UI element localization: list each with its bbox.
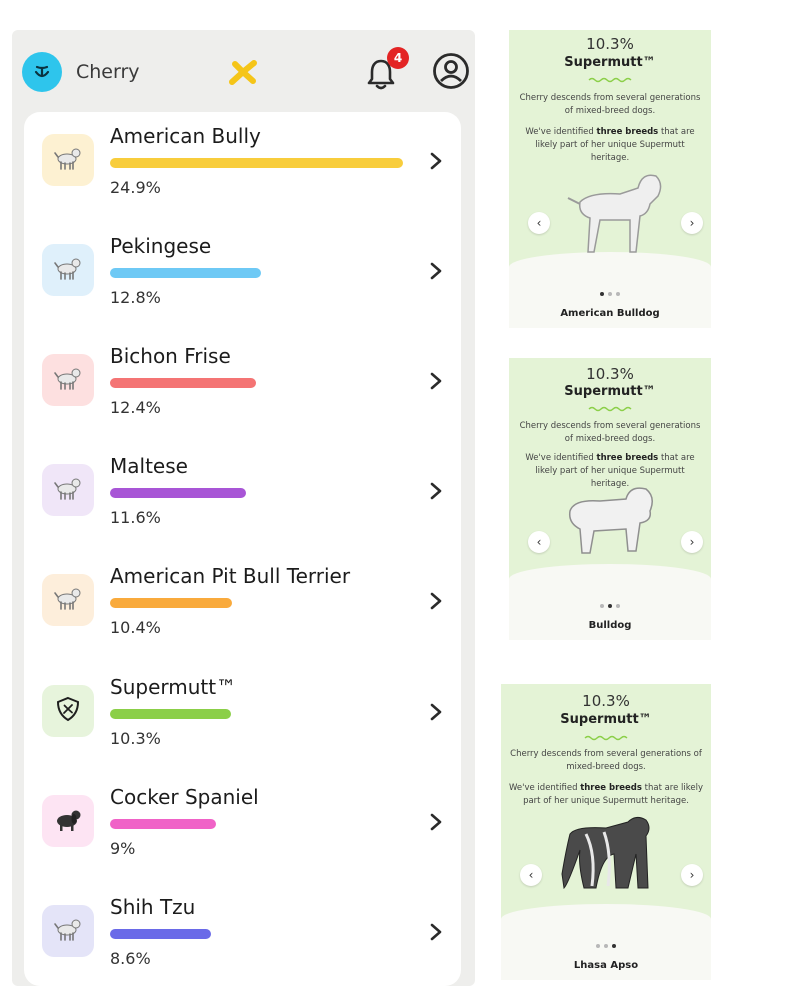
supermutt-percentage: 10.3% <box>582 692 630 710</box>
supermutt-shield-icon <box>53 694 83 728</box>
chevron-right-icon[interactable] <box>429 481 443 501</box>
pekingese-dog-icon <box>52 254 84 286</box>
supermutt-breed-count-text: We've identified three breeds that are likely part of her unique Supermutt heritage. <box>509 783 704 806</box>
breed-thumbnail <box>42 905 94 957</box>
carousel-dot[interactable] <box>604 944 608 948</box>
breed-thumbnail <box>42 244 94 296</box>
breed-thumbnail <box>42 354 94 406</box>
chevron-left-icon: ‹ <box>536 216 542 230</box>
dog-avatar[interactable] <box>22 52 62 92</box>
chevron-left-icon: ‹ <box>536 535 542 549</box>
carousel-dot[interactable] <box>616 292 620 296</box>
maltese-dog-icon <box>52 474 84 506</box>
supermutt-title: Supermutt™ <box>564 55 656 70</box>
supermutt-description: Cherry descends from several generations of mixed-breed dogs. <box>510 749 702 772</box>
squiggle-divider-icon <box>584 735 628 741</box>
squiggle-divider-icon <box>588 77 632 83</box>
supermutt-breed-count-text: We've identified three breeds that are likely part of her unique Supermutt heritage. <box>525 453 695 489</box>
chevron-right-icon[interactable] <box>429 702 443 722</box>
breed-name: Maltese <box>110 454 188 478</box>
breed-thumbnail <box>42 464 94 516</box>
breed-illustration <box>560 481 660 565</box>
breed-percentage: 12.8% <box>110 288 161 307</box>
breed-percentage-bar <box>110 268 261 278</box>
bichon-dog-icon <box>52 364 84 396</box>
chevron-right-icon: › <box>689 535 695 549</box>
app-header <box>12 30 475 112</box>
shih-tzu-dog-icon <box>52 915 84 947</box>
breed-percentage: 10.3% <box>110 729 161 748</box>
carousel-dot[interactable] <box>616 604 620 608</box>
carousel-prev-button[interactable] <box>520 864 542 886</box>
squiggle-divider-icon <box>588 406 632 412</box>
chevron-right-icon[interactable] <box>429 371 443 391</box>
chevron-right-icon: › <box>689 868 695 882</box>
carousel-dot[interactable] <box>608 604 612 608</box>
breed-row[interactable] <box>24 222 461 322</box>
breed-row[interactable] <box>24 883 461 983</box>
breed-name: Supermutt™ <box>110 675 237 699</box>
breed-thumbnail <box>42 574 94 626</box>
chevron-right-icon: › <box>689 216 695 230</box>
carousel-dots[interactable] <box>501 944 711 948</box>
breed-name: American Bully <box>110 124 261 148</box>
breed-row[interactable] <box>24 663 461 763</box>
supermutt-title: Supermutt™ <box>564 384 656 399</box>
dog-face-icon <box>32 62 52 82</box>
breed-percentage-bar <box>110 158 403 168</box>
cocker-spaniel-dog-icon <box>52 805 84 837</box>
notification-count-badge: 4 <box>387 47 409 69</box>
breed-percentage-bar <box>110 488 246 498</box>
breed-name: Bichon Frise <box>110 344 231 368</box>
breed-name: Shih Tzu <box>110 895 196 919</box>
breed-row[interactable] <box>24 552 461 652</box>
breed-percentage: 9% <box>110 839 136 858</box>
breed-percentage-bar <box>110 819 216 829</box>
breed-percentage-bar <box>110 598 232 608</box>
breed-illustration <box>556 814 656 898</box>
carousel-next-button[interactable] <box>681 212 703 234</box>
breed-label: Bulldog <box>588 620 632 631</box>
supermutt-breed-panel <box>501 684 711 980</box>
chevron-right-icon[interactable] <box>429 591 443 611</box>
breed-row[interactable] <box>24 112 461 212</box>
carousel-dot[interactable] <box>608 292 612 296</box>
breed-thumbnail <box>42 134 94 186</box>
chevron-right-icon[interactable] <box>429 261 443 281</box>
breed-label: Lhasa Apso <box>573 960 639 971</box>
breed-list-card <box>24 112 461 986</box>
breed-percentage: 8.6% <box>110 949 151 968</box>
breed-percentage-bar <box>110 929 211 939</box>
embark-logo-icon[interactable] <box>225 55 261 89</box>
breed-percentage: 10.4% <box>110 618 161 637</box>
pitbull-dog-icon <box>52 584 84 616</box>
carousel-prev-button[interactable] <box>528 531 550 553</box>
breed-thumbnail <box>42 685 94 737</box>
supermutt-description: Cherry descends from several generations of mixed-breed dogs. <box>519 93 701 116</box>
carousel-next-button[interactable] <box>681 864 703 886</box>
carousel-dots[interactable] <box>509 292 711 296</box>
breed-ancestry-screen <box>12 30 475 986</box>
carousel-prev-button[interactable] <box>528 212 550 234</box>
supermutt-breed-panel <box>509 358 711 640</box>
supermutt-breed-count-text: We've identified three breeds that are likely part of her unique Supermutt heritage. <box>525 127 695 163</box>
supermutt-percentage: 10.3% <box>586 35 634 53</box>
profile-icon[interactable] <box>432 52 470 90</box>
chevron-right-icon[interactable] <box>429 922 443 942</box>
dog-name[interactable]: Cherry <box>76 61 140 83</box>
breed-row[interactable] <box>24 332 461 432</box>
breed-percentage-bar <box>110 709 231 719</box>
carousel-dot[interactable] <box>612 944 616 948</box>
breed-name: Pekingese <box>110 234 212 258</box>
breed-thumbnail <box>42 795 94 847</box>
breed-label: American Bulldog <box>560 308 660 319</box>
chevron-right-icon[interactable] <box>429 812 443 832</box>
chevron-right-icon[interactable] <box>429 151 443 171</box>
carousel-dot[interactable] <box>596 944 600 948</box>
breed-name: Cocker Spaniel <box>110 785 259 809</box>
carousel-next-button[interactable] <box>681 531 703 553</box>
chevron-left-icon: ‹ <box>528 868 534 882</box>
breed-name: American Pit Bull Terrier <box>110 564 351 588</box>
carousel-dot[interactable] <box>600 292 604 296</box>
carousel-dot[interactable] <box>600 604 604 608</box>
supermutt-title: Supermutt™ <box>560 712 652 727</box>
breed-row[interactable] <box>24 773 461 873</box>
breed-percentage: 24.9% <box>110 178 161 197</box>
carousel-dots[interactable] <box>509 604 711 608</box>
supermutt-description: Cherry descends from several generations of mixed-breed dogs. <box>519 421 701 444</box>
breed-percentage: 12.4% <box>110 398 161 417</box>
supermutt-percentage: 10.3% <box>586 365 634 383</box>
breed-percentage: 11.6% <box>110 508 161 527</box>
breed-row[interactable] <box>24 442 461 542</box>
breed-illustration <box>560 162 670 266</box>
breed-percentage-bar <box>110 378 256 388</box>
bully-dog-icon <box>52 144 84 176</box>
supermutt-breed-panel <box>509 30 711 328</box>
